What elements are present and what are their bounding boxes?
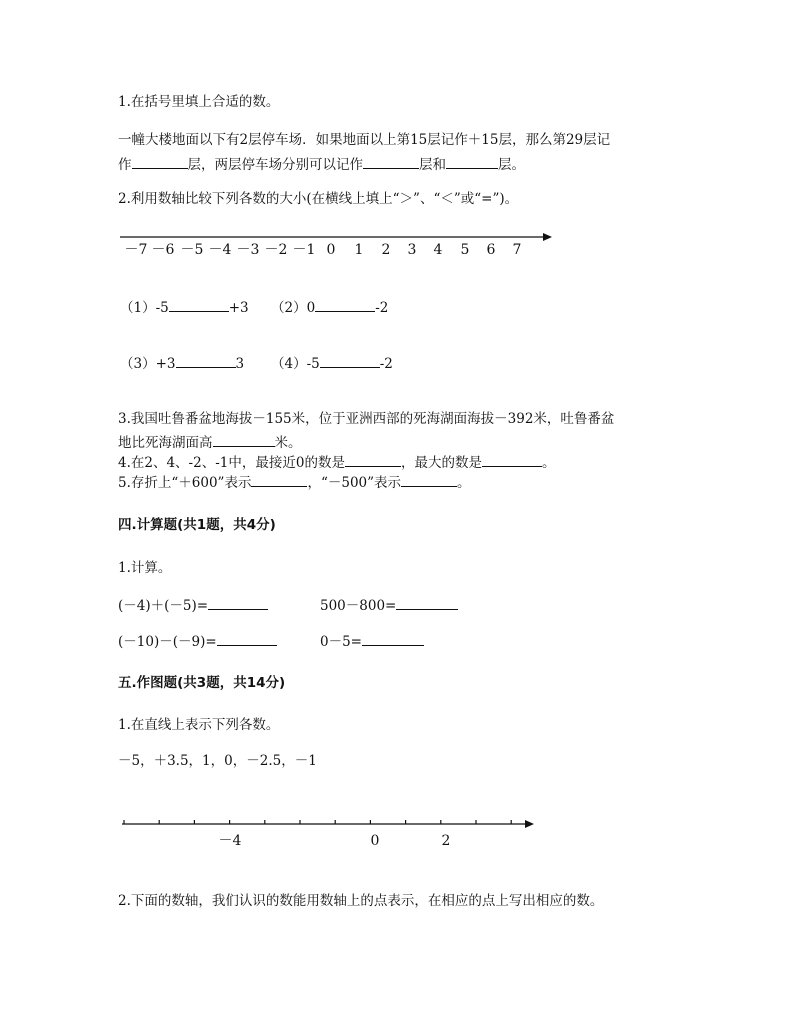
item-right: -2	[379, 356, 393, 372]
answer-blank[interactable]	[345, 454, 401, 467]
answer-blank[interactable]	[176, 355, 236, 368]
q2-item-1	[120, 299, 249, 317]
answer-blank[interactable]	[251, 474, 307, 487]
answer-blank[interactable]	[132, 156, 188, 169]
answer-blank[interactable]	[363, 156, 419, 169]
answer-blank[interactable]	[208, 597, 268, 610]
calc-expr-1	[118, 597, 268, 615]
q1-text-line1: 一幢大楼地面以下有2层停车场．如果地面以上第15层记作＋15层，那么第29层记	[118, 132, 611, 148]
axis-tick-label: －2	[264, 242, 288, 258]
answer-blank[interactable]	[169, 299, 229, 312]
item-right: +3	[228, 300, 249, 316]
answer-blank[interactable]	[315, 299, 375, 312]
section-5-title: 五.作图题(共3题，共14分)	[118, 675, 286, 691]
number-line-2[interactable]	[0, 810, 794, 860]
item-number: （2）	[271, 300, 307, 316]
answer-blank[interactable]	[213, 434, 275, 447]
q4-text-c: 。	[541, 455, 556, 471]
q1-heading: 1.在括号里填上合适的数。	[118, 94, 280, 110]
s5-q1-heading: 1.在直线上表示下列各数。	[118, 717, 280, 733]
item-left: 0	[306, 300, 316, 316]
expr-text: (－10)－(－9)=	[118, 634, 217, 650]
calc-expr-4	[320, 633, 424, 651]
axis-tick-label: －7	[124, 242, 148, 258]
axis-tick-label: 0	[326, 242, 336, 258]
axis-tick-label: 1	[354, 242, 364, 258]
q1-text-c: 层和	[419, 157, 446, 173]
q4-text	[118, 454, 555, 472]
axis-tick-label: 2	[381, 242, 391, 258]
q5-text-a: 5.存折上“＋600”表示	[118, 475, 252, 491]
q3-text-b: 米。	[274, 435, 302, 451]
expr-text: (－4)＋(－5)=	[118, 598, 209, 614]
q5-text-b: ，“－500”表示	[307, 475, 402, 491]
q3-text-line2	[118, 434, 302, 452]
q2-heading: 2.利用数轴比较下列各数的大小(在横线上填上“＞”、“＜”或“=”)。	[118, 191, 519, 207]
axis-arrow	[543, 233, 552, 241]
axis-tick-label: －4	[218, 833, 242, 849]
q3-text-line1: 3.我国吐鲁番盆地海拔－155米，位于亚洲西部的死海湖面海拔－392米，吐鲁番盆	[118, 411, 615, 427]
item-number: （3）	[120, 356, 156, 372]
item-right: 3	[235, 356, 245, 372]
item-left: -5	[155, 300, 169, 316]
answer-blank[interactable]	[320, 355, 380, 368]
item-left: +3	[155, 356, 176, 372]
item-number: （4）	[271, 356, 307, 372]
axis-arrow	[525, 820, 534, 828]
axis-tick-label: 3	[407, 242, 417, 258]
axis-tick-label: 7	[512, 242, 522, 258]
axis-tick-label: 2	[441, 833, 451, 849]
q2-item-3	[120, 355, 244, 373]
axis-tick-label: －6	[151, 242, 175, 258]
calc-expr-3	[118, 633, 277, 651]
answer-blank[interactable]	[446, 156, 498, 169]
q3-text-a: 地比死海湖面高	[118, 435, 213, 451]
q1-text-a: 作	[118, 157, 132, 173]
q5-text	[118, 474, 471, 492]
answer-blank[interactable]	[396, 597, 458, 610]
s5-q2-heading: 2.下面的数轴，我们认识的数能用数轴上的点表示，在相应的点上写出相应的数。	[118, 893, 604, 909]
q1-text-b: 层，两层停车场分别可以记作	[187, 157, 363, 173]
q4-text-b: ，最大的数是	[400, 455, 482, 471]
q4-text-a: 4.在2、4、-2、-1中，最接近0的数是	[118, 455, 345, 471]
answer-blank[interactable]	[217, 633, 277, 646]
expr-text: 500－800=	[320, 598, 397, 614]
axis-tick-label: 4	[433, 242, 443, 258]
axis-tick-label: 5	[460, 242, 470, 258]
q2-item-2	[271, 299, 388, 317]
number-line-1	[0, 228, 794, 268]
answer-blank[interactable]	[401, 474, 457, 487]
expr-text: 0－5=	[320, 634, 362, 650]
q2-item-4	[271, 355, 393, 373]
item-left: -5	[306, 356, 320, 372]
axis-tick-label: 0	[370, 833, 380, 849]
item-number: （1）	[120, 300, 156, 316]
q1-text-d: 层。	[498, 157, 525, 173]
q1-text-line2	[118, 156, 525, 174]
s4-q1-heading: 1.计算。	[118, 560, 172, 576]
axis-tick-label: 6	[486, 242, 496, 258]
axis-tick-label: －4	[208, 242, 232, 258]
calc-expr-2	[320, 597, 458, 615]
axis-tick-label: －5	[180, 242, 204, 258]
answer-blank[interactable]	[362, 633, 424, 646]
axis-tick-label: －1	[292, 242, 316, 258]
item-right: -2	[375, 300, 389, 316]
numbers-to-plot: －5，＋3.5，1，0，－2.5，－1	[118, 753, 317, 769]
axis-tick-label: －3	[236, 242, 260, 258]
q5-text-c: 。	[457, 475, 471, 491]
section-4-title: 四.计算题(共1题，共4分)	[118, 517, 276, 533]
answer-blank[interactable]	[482, 454, 542, 467]
